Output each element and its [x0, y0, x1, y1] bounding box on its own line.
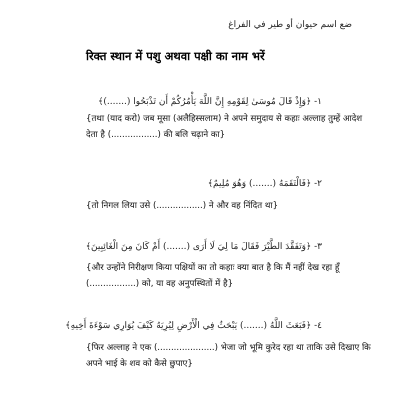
- page-title: रिक्त स्थान में पशु अथवा पक्षी का नाम भरें: [86, 49, 265, 63]
- question-2-arabic: ٢- ﴿فَالْتَقَمَهُ (.......) وَهُوَ مُلِيمٌ﴾: [207, 179, 322, 189]
- arabic-instruction: ضع اسم حيوان أو طير في الفراغ: [228, 20, 352, 30]
- question-2-translation: {तो निगल लिया उसे (.................) ने और वह निंदित था}: [86, 201, 279, 211]
- question-1-translation: {तथा (याद करो) जब मूसा (अलैहिस्सलाम) ने अपने समुदाय से कहाः अल्लाह तुम्हें आदेश देता है (.................) की बलि चढ़ाने का}: [86, 114, 363, 140]
- question-4-arabic: ٤- ﴿فَبَعَثَ اللَّهُ (.......) يَبْحَثُ فِي الْأَرْضِ لِيُرِيَهُ كَيْفَ يُوَارِي سَوْءَةَ أَخِيهِ﴾: [65, 321, 322, 331]
- question-3-translation: {और उन्होंने निरीक्षण किया पक्षियों का तो कहाः क्या बात है कि मैं नहीं देख रहा हूँ (.................) को, या वह अनुपस्थितों में है}: [86, 263, 340, 289]
- question-4-translation: {फिर अल्लाह ने एक (.....................) भेजा जो भूमि कुरेद रहा था ताकि उसे दिखाए कि अपने भाई के शव को कैसे छुपाए}: [86, 343, 371, 369]
- question-1-arabic: ١- ﴿وَإِذْ قَالَ مُوسَىٰ لِقَوْمِهِ إِنَّ اللَّهَ يَأْمُرُكُمْ أَن تَذْبَحُوا (.......)﴾: [98, 97, 322, 107]
- question-3-arabic: ٣- ﴿وَتَفَقَّدَ الطَّيْرَ فَقَالَ مَا لِيَ لَا أَرَى (.......) أَمْ كَانَ مِنَ الْغَائِبِينَ﴾: [85, 242, 322, 252]
